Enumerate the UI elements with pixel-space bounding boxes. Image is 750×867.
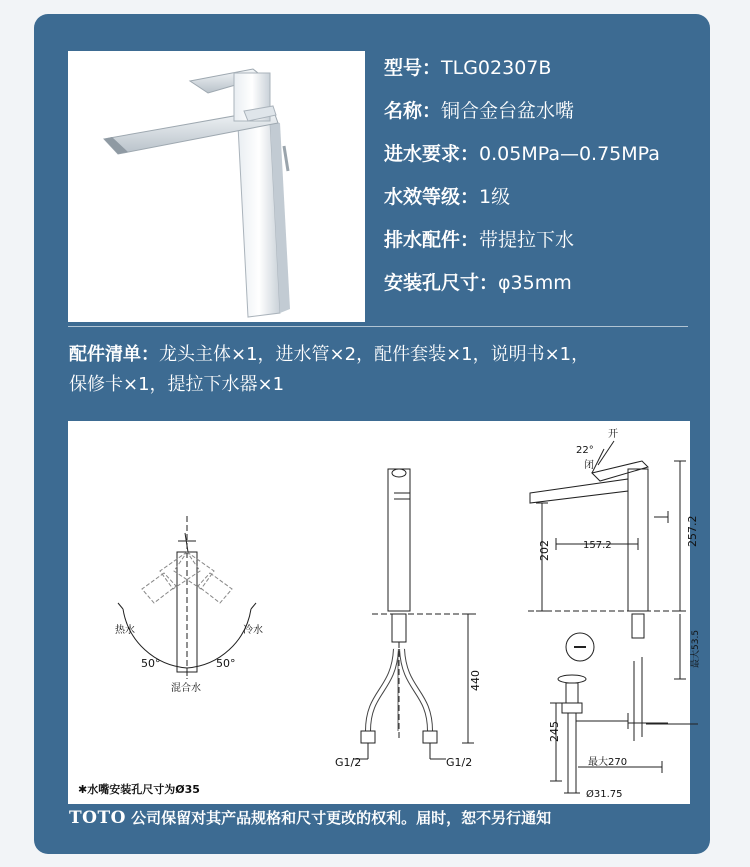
dimension-diagram [68, 421, 701, 804]
angle-22-label: 22° [576, 445, 594, 456]
spec-row-drain [384, 229, 704, 272]
spec-value: φ35mm [498, 272, 572, 294]
technical-drawing [68, 421, 701, 804]
accessory-label: 配件清单： [69, 344, 159, 365]
side-body-outline [388, 469, 410, 611]
cold-water-label: 冷水 [243, 625, 263, 636]
accessory-items-2: 保修卡×1，提拉下水器×1 [69, 374, 285, 395]
spec-value: 铜合金台盆水嘴 [441, 100, 575, 122]
dim-245-label: 245 [548, 721, 561, 742]
faucet-image [68, 51, 365, 322]
spec-key: 水效等级： [384, 186, 480, 208]
dim-max53-label: 最大53.5 [691, 629, 701, 668]
spec-key: 名称： [384, 100, 442, 122]
spec-value: 1级 [479, 186, 511, 208]
accessory-list [69, 340, 689, 400]
dim-202-label: 202 [538, 540, 551, 561]
hot-water-label: 热水 [115, 625, 135, 636]
disclaimer-text: 公司保留对其产品规格和尺寸更改的权利。届时，恕不另行通知 [131, 809, 552, 827]
spec-list [384, 57, 704, 315]
dim-440-label: 440 [469, 670, 482, 691]
spec-key: 安装孔尺寸： [384, 272, 499, 294]
accessory-line-1 [69, 340, 689, 370]
install-hole-note: ✱水嘴安装孔尺寸为Ø35 [78, 783, 200, 796]
faucet-photo [68, 51, 365, 322]
spec-row-efficiency [384, 186, 704, 229]
spec-row-name [384, 100, 704, 143]
accessory-items-1: 龙头主体×1，进水管×2，配件套装×1，说明书×1， [159, 344, 590, 365]
angle-right-label: 50° [216, 657, 236, 670]
spec-key: 型号： [384, 57, 442, 79]
open-label: 开 [608, 429, 618, 440]
product-info-card [34, 14, 710, 854]
mixed-water-label: 混合水 [171, 683, 201, 694]
section-divider [68, 326, 688, 327]
spec-value: TLG02307B [441, 57, 552, 79]
brand-logo-text: TOTO [69, 808, 126, 828]
spec-key: 进水要求： [384, 143, 480, 165]
inlet-thread-right-label: G1/2 [446, 756, 473, 769]
footer-disclaimer [69, 807, 689, 829]
spec-value: 带提拉下水 [479, 229, 575, 251]
dim-157-label: 157.2 [583, 540, 612, 551]
inlet-thread-left-label: G1/2 [335, 756, 362, 769]
dim-3175-label: Ø31.75 [586, 789, 623, 800]
dim-max270-label: 最大270 [588, 757, 628, 768]
dim-257-label: 257.2 [686, 515, 699, 547]
spec-row-pressure [384, 143, 704, 186]
spec-key: 排水配件： [384, 229, 480, 251]
closed-label: 闭 [584, 460, 594, 471]
angle-left-label: 50° [141, 657, 161, 670]
spec-row-model [384, 57, 704, 100]
spec-row-hole [384, 272, 704, 315]
spec-value: 0.05MPa—0.75MPa [479, 143, 660, 165]
